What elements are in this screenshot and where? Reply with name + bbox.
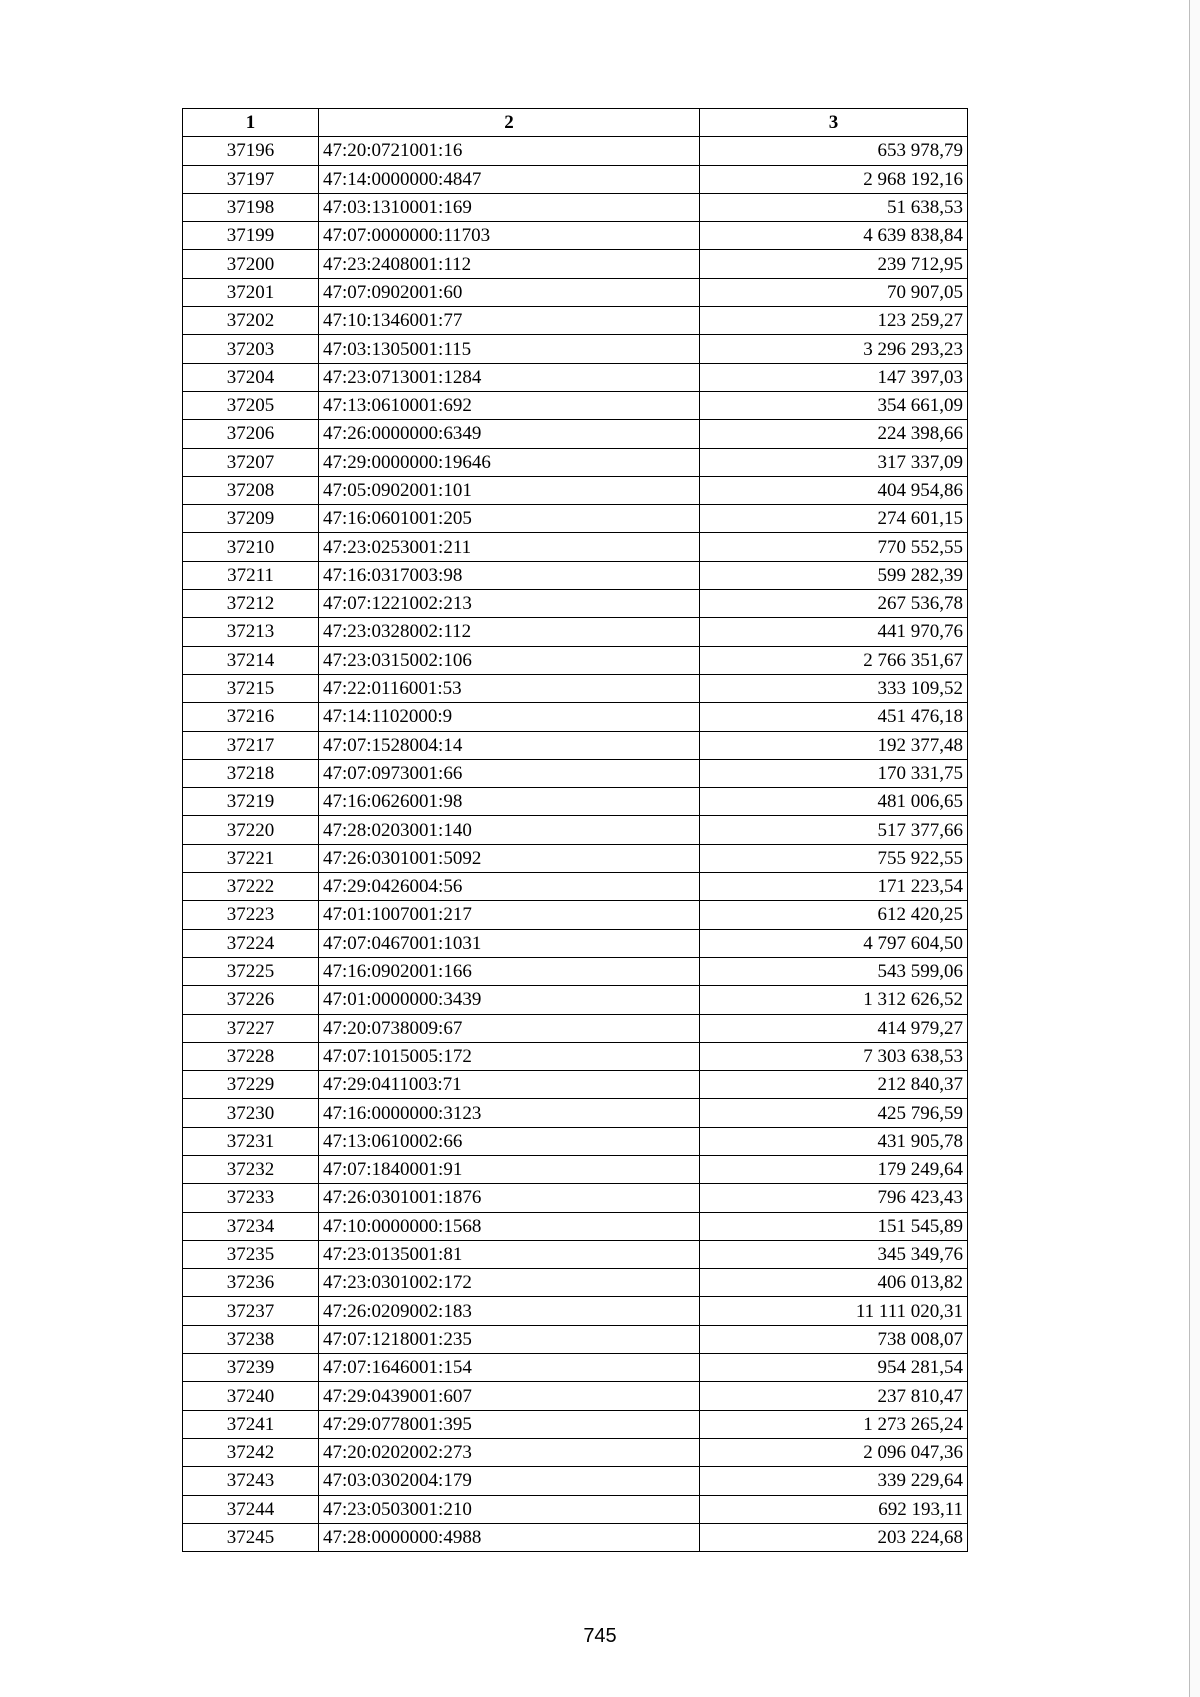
table-row	[183, 278, 968, 306]
row-number: 37220	[183, 816, 319, 844]
cadastral-number: 47:29:0000000:19646	[319, 448, 700, 476]
table-row	[183, 957, 968, 985]
cadastral-number: 47:07:1015005:172	[319, 1042, 700, 1070]
cadastral-value: 317 337,09	[700, 448, 968, 476]
cadastral-value: 599 282,39	[700, 561, 968, 589]
table-row	[183, 788, 968, 816]
table-row	[183, 363, 968, 391]
row-number: 37211	[183, 561, 319, 589]
table-row	[183, 165, 968, 193]
table-row	[183, 1495, 968, 1523]
row-number: 37218	[183, 759, 319, 787]
cadastral-value: 692 193,11	[700, 1495, 968, 1523]
cadastral-number: 47:16:0902001:166	[319, 957, 700, 985]
row-number: 37205	[183, 391, 319, 419]
cadastral-number: 47:10:0000000:1568	[319, 1212, 700, 1240]
table-row	[183, 1071, 968, 1099]
cadastral-value: 354 661,09	[700, 391, 968, 419]
table-row	[183, 986, 968, 1014]
row-number: 37200	[183, 250, 319, 278]
row-number: 37231	[183, 1127, 319, 1155]
row-number: 37241	[183, 1410, 319, 1438]
table-row	[183, 590, 968, 618]
table-row	[183, 1523, 968, 1551]
row-number: 37228	[183, 1042, 319, 1070]
cadastral-number: 47:20:0738009:67	[319, 1014, 700, 1042]
table-row	[183, 1354, 968, 1382]
cadastral-value: 212 840,37	[700, 1071, 968, 1099]
cadastral-number: 47:23:0315002:106	[319, 646, 700, 674]
row-number: 37208	[183, 476, 319, 504]
row-number: 37238	[183, 1325, 319, 1353]
table-row	[183, 1014, 968, 1042]
cadastral-number: 47:16:0317003:98	[319, 561, 700, 589]
cadastral-value: 441 970,76	[700, 618, 968, 646]
cadastral-number: 47:13:0610001:692	[319, 391, 700, 419]
cadastral-value: 267 536,78	[700, 590, 968, 618]
row-number: 37245	[183, 1523, 319, 1551]
table-row	[183, 816, 968, 844]
data-table	[182, 108, 968, 1552]
row-number: 37239	[183, 1354, 319, 1382]
cadastral-value: 7 303 638,53	[700, 1042, 968, 1070]
row-number: 37224	[183, 929, 319, 957]
row-number: 37209	[183, 505, 319, 533]
row-number: 37242	[183, 1438, 319, 1466]
table-row	[183, 476, 968, 504]
cadastral-value: 203 224,68	[700, 1523, 968, 1551]
cadastral-value: 517 377,66	[700, 816, 968, 844]
table-row	[183, 448, 968, 476]
cadastral-value: 425 796,59	[700, 1099, 968, 1127]
row-number: 37240	[183, 1382, 319, 1410]
table-row	[183, 731, 968, 759]
table-row	[183, 646, 968, 674]
cadastral-number: 47:26:0209002:183	[319, 1297, 700, 1325]
table-row	[183, 307, 968, 335]
table-row	[183, 901, 968, 929]
cadastral-number: 47:20:0721001:16	[319, 137, 700, 165]
cadastral-value: 2 968 192,16	[700, 165, 968, 193]
cadastral-number: 47:29:0439001:607	[319, 1382, 700, 1410]
row-number: 37212	[183, 590, 319, 618]
cadastral-number: 47:23:0503001:210	[319, 1495, 700, 1523]
cadastral-value: 192 377,48	[700, 731, 968, 759]
table-row	[183, 1467, 968, 1495]
cadastral-number: 47:29:0426004:56	[319, 873, 700, 901]
table-row	[183, 420, 968, 448]
table-row	[183, 1184, 968, 1212]
cadastral-value: 1 273 265,24	[700, 1410, 968, 1438]
cadastral-value: 481 006,65	[700, 788, 968, 816]
cadastral-value: 274 601,15	[700, 505, 968, 533]
row-number: 37198	[183, 193, 319, 221]
cadastral-number: 47:07:1528004:14	[319, 731, 700, 759]
cadastral-number: 47:28:0203001:140	[319, 816, 700, 844]
cadastral-number: 47:29:0411003:71	[319, 1071, 700, 1099]
row-number: 37207	[183, 448, 319, 476]
table-row	[183, 1269, 968, 1297]
cadastral-value: 406 013,82	[700, 1269, 968, 1297]
row-number: 37203	[183, 335, 319, 363]
row-number: 37216	[183, 703, 319, 731]
table-header	[183, 109, 968, 137]
cadastral-number: 47:23:0301002:172	[319, 1269, 700, 1297]
row-number: 37236	[183, 1269, 319, 1297]
cadastral-number: 47:10:1346001:77	[319, 307, 700, 335]
row-number: 37223	[183, 901, 319, 929]
cadastral-value: 51 638,53	[700, 193, 968, 221]
cadastral-value: 345 349,76	[700, 1240, 968, 1268]
cadastral-value: 404 954,86	[700, 476, 968, 504]
row-number: 37221	[183, 844, 319, 872]
cadastral-value: 4 639 838,84	[700, 222, 968, 250]
table-row	[183, 1382, 968, 1410]
cadastral-number: 47:07:1221002:213	[319, 590, 700, 618]
table-row	[183, 1410, 968, 1438]
cadastral-value: 237 810,47	[700, 1382, 968, 1410]
cadastral-number: 47:29:0778001:395	[319, 1410, 700, 1438]
cadastral-value: 171 223,54	[700, 873, 968, 901]
table-row	[183, 1099, 968, 1127]
table-row	[183, 759, 968, 787]
row-number: 37206	[183, 420, 319, 448]
table-row	[183, 533, 968, 561]
row-number: 37201	[183, 278, 319, 306]
row-number: 37214	[183, 646, 319, 674]
cadastral-value: 70 907,05	[700, 278, 968, 306]
cadastral-value: 738 008,07	[700, 1325, 968, 1353]
cadastral-number: 47:01:1007001:217	[319, 901, 700, 929]
header-col-1: 1	[183, 109, 319, 137]
row-number: 37237	[183, 1297, 319, 1325]
row-number: 37227	[183, 1014, 319, 1042]
cadastral-number: 47:07:1646001:154	[319, 1354, 700, 1382]
table-row	[183, 674, 968, 702]
cadastral-number: 47:13:0610002:66	[319, 1127, 700, 1155]
table-row	[183, 1212, 968, 1240]
table-row	[183, 222, 968, 250]
row-number: 37226	[183, 986, 319, 1014]
table-row	[183, 193, 968, 221]
row-number: 37199	[183, 222, 319, 250]
cadastral-number: 47:16:0000000:3123	[319, 1099, 700, 1127]
header-row	[183, 109, 968, 137]
table-row	[183, 1325, 968, 1353]
row-number: 37217	[183, 731, 319, 759]
page-edge	[1189, 0, 1200, 1697]
cadastral-number: 47:07:1218001:235	[319, 1325, 700, 1353]
table-body	[183, 137, 968, 1552]
table-row	[183, 1438, 968, 1466]
table-row	[183, 1155, 968, 1183]
cadastral-number: 47:23:2408001:112	[319, 250, 700, 278]
cadastral-value: 755 922,55	[700, 844, 968, 872]
page-number: 745	[583, 1625, 617, 1647]
cadastral-number: 47:07:0902001:60	[319, 278, 700, 306]
cadastral-number: 47:26:0000000:6349	[319, 420, 700, 448]
cadastral-value: 11 111 020,31	[700, 1297, 968, 1325]
cadastral-value: 2 096 047,36	[700, 1438, 968, 1466]
table-row	[183, 391, 968, 419]
row-number: 37230	[183, 1099, 319, 1127]
table-row	[183, 703, 968, 731]
cadastral-value: 179 249,64	[700, 1155, 968, 1183]
row-number: 37219	[183, 788, 319, 816]
row-number: 37233	[183, 1184, 319, 1212]
table-row	[183, 1127, 968, 1155]
cadastral-value: 414 979,27	[700, 1014, 968, 1042]
cadastral-number: 47:23:0713001:1284	[319, 363, 700, 391]
table-row	[183, 137, 968, 165]
cadastral-number: 47:26:0301001:5092	[319, 844, 700, 872]
table-row	[183, 1042, 968, 1070]
cadastral-number: 47:23:0328002:112	[319, 618, 700, 646]
cadastral-value: 333 109,52	[700, 674, 968, 702]
row-number: 37232	[183, 1155, 319, 1183]
cadastral-value: 2 766 351,67	[700, 646, 968, 674]
cadastral-value: 147 397,03	[700, 363, 968, 391]
cadastral-value: 151 545,89	[700, 1212, 968, 1240]
table-row	[183, 844, 968, 872]
cadastral-number: 47:07:1840001:91	[319, 1155, 700, 1183]
row-number: 37244	[183, 1495, 319, 1523]
row-number: 37210	[183, 533, 319, 561]
cadastral-number: 47:22:0116001:53	[319, 674, 700, 702]
cadastral-number: 47:23:0135001:81	[319, 1240, 700, 1268]
row-number: 37202	[183, 307, 319, 335]
table-row	[183, 1240, 968, 1268]
row-number: 37235	[183, 1240, 319, 1268]
table-row	[183, 335, 968, 363]
cadastral-value: 954 281,54	[700, 1354, 968, 1382]
table-row	[183, 250, 968, 278]
cadastral-value: 770 552,55	[700, 533, 968, 561]
cadastral-number: 47:01:0000000:3439	[319, 986, 700, 1014]
row-number: 37229	[183, 1071, 319, 1099]
cadastral-number: 47:07:0467001:1031	[319, 929, 700, 957]
cadastral-value: 451 476,18	[700, 703, 968, 731]
row-number: 37196	[183, 137, 319, 165]
header-col-2: 2	[319, 109, 700, 137]
cadastral-number: 47:03:1310001:169	[319, 193, 700, 221]
table-row	[183, 929, 968, 957]
row-number: 37204	[183, 363, 319, 391]
cadastral-number: 47:20:0202002:273	[319, 1438, 700, 1466]
cadastral-number: 47:28:0000000:4988	[319, 1523, 700, 1551]
cadastral-number: 47:14:1102000:9	[319, 703, 700, 731]
header-col-3: 3	[700, 109, 968, 137]
cadastral-number: 47:07:0000000:11703	[319, 222, 700, 250]
cadastral-value: 1 312 626,52	[700, 986, 968, 1014]
cadastral-value: 224 398,66	[700, 420, 968, 448]
cadastral-number: 47:23:0253001:211	[319, 533, 700, 561]
cadastral-value: 170 331,75	[700, 759, 968, 787]
row-number: 37243	[183, 1467, 319, 1495]
cadastral-value: 612 420,25	[700, 901, 968, 929]
cadastral-number: 47:16:0626001:98	[319, 788, 700, 816]
row-number: 37197	[183, 165, 319, 193]
cadastral-value: 239 712,95	[700, 250, 968, 278]
cadastral-value: 4 797 604,50	[700, 929, 968, 957]
table-row	[183, 618, 968, 646]
cadastral-number: 47:16:0601001:205	[319, 505, 700, 533]
cadastral-value: 431 905,78	[700, 1127, 968, 1155]
table-row	[183, 1297, 968, 1325]
cadastral-value: 543 599,06	[700, 957, 968, 985]
row-number: 37234	[183, 1212, 319, 1240]
cadastral-number: 47:03:0302004:179	[319, 1467, 700, 1495]
cadastral-value: 796 423,43	[700, 1184, 968, 1212]
row-number: 37215	[183, 674, 319, 702]
row-number: 37222	[183, 873, 319, 901]
cadastral-number: 47:26:0301001:1876	[319, 1184, 700, 1212]
cadastral-number: 47:05:0902001:101	[319, 476, 700, 504]
cadastral-value: 3 296 293,23	[700, 335, 968, 363]
cadastral-value: 653 978,79	[700, 137, 968, 165]
table-row	[183, 873, 968, 901]
row-number: 37225	[183, 957, 319, 985]
cadastral-value: 123 259,27	[700, 307, 968, 335]
row-number: 37213	[183, 618, 319, 646]
cadastral-value: 339 229,64	[700, 1467, 968, 1495]
cadastral-number: 47:14:0000000:4847	[319, 165, 700, 193]
table-row	[183, 505, 968, 533]
cadastral-number: 47:03:1305001:115	[319, 335, 700, 363]
cadastral-number: 47:07:0973001:66	[319, 759, 700, 787]
table-row	[183, 561, 968, 589]
